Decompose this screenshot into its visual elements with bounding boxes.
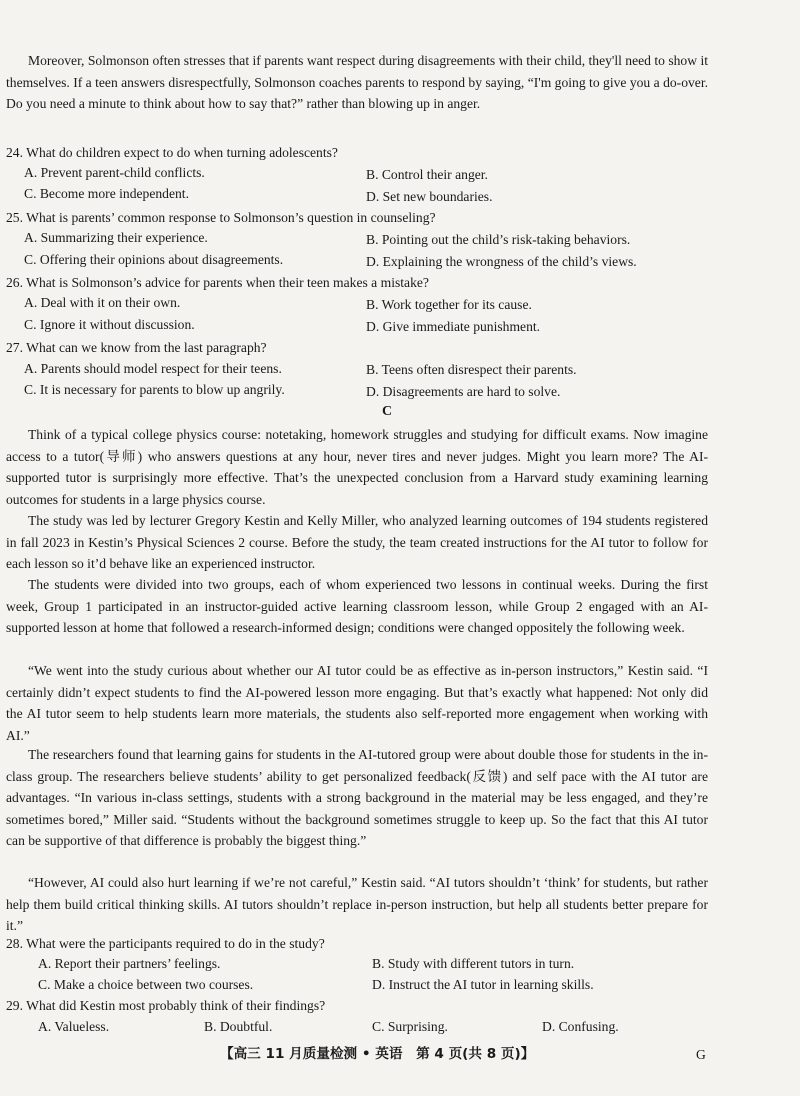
question-29-option-d[interactable]: D. Confusing.: [542, 1019, 619, 1034]
question-25-stem: 25. What is parents’ common response to Solmonson’s question in counseling?: [6, 210, 436, 225]
question-24-option-d[interactable]: D. Set new boundaries.: [366, 189, 493, 204]
passage-b-last-paragraph: Moreover, Solmonson often stresses that if parents want respect during disagreements with their child, they'll need to show it themselves. If a teen answers disrespectfully, Solmonson coaches parents to respond by saying, “I'm going to give you a do-over. Do you need a minute to think about how to say that?” rather than blowing up in anger.: [6, 53, 708, 112]
question-29-option-b[interactable]: B. Doubtful.: [204, 1019, 273, 1034]
question-26-stem: 26. What is Solmonson’s advice for parents when their teen makes a mistake?: [6, 275, 429, 290]
question-28-option-d[interactable]: D. Instruct the AI tutor in learning skills.: [372, 977, 594, 992]
question-28-option-c[interactable]: C. Make a choice between two courses.: [38, 977, 254, 992]
question-29-option-a[interactable]: A. Valueless.: [38, 1019, 110, 1034]
question-29-option-c[interactable]: C. Surprising.: [372, 1019, 448, 1034]
question-26-option-b[interactable]: B. Work together for its cause.: [366, 297, 532, 312]
passage-c-paragraph-1: Think of a typical college physics course: notetaking, homework struggles and studying for difficult exams. Now imagine access to a tutor(导师) who answers questions at any hour, never tires and never judges. Might you learn more? The AI-supported tutor is surprisingly more effective. That’s the unexpected conclusion from a Harvard study examining learning outcomes for students in a large physics course.: [6, 427, 708, 507]
question-25-option-a[interactable]: A. Summarizing their experience.: [24, 230, 208, 245]
passage-c-paragraph-3: The students were divided into two groups, each of whom experienced two lessons in continual weeks. During the first week, Group 1 participated in an instructor-guided active learning classroom lesson, while Group 2 engaged with an AI-supported lesson at home that followed a research-informed design; conditions were changed oppositely the following week.: [6, 577, 708, 636]
question-27-option-a[interactable]: A. Parents should model respect for their teens.: [24, 361, 282, 376]
question-28-stem: 28. What were the participants required to do in the study?: [6, 936, 325, 951]
question-29-stem: 29. What did Kestin most probably think of their findings?: [6, 998, 326, 1013]
page-footer: 【高三 11 月质量检测 • 英语 第 4 页(共 8 页)】: [220, 1046, 535, 1062]
question-25-option-c[interactable]: C. Offering their opinions about disagreements.: [24, 252, 284, 267]
question-27-option-c[interactable]: C. It is necessary for parents to blow up angrily.: [24, 382, 285, 397]
passage-c-paragraph-2: The study was led by lecturer Gregory Kestin and Kelly Miller, who analyzed learning outcomes of 194 students registered in fall 2023 in Kestin’s Physical Sciences 2 course. Before the study, the team created instructions for the AI tutor to follow for each lesson so it’d behave like an experienced instructor.: [6, 513, 708, 572]
question-25-option-d[interactable]: D. Explaining the wrongness of the child’s views.: [366, 254, 637, 269]
question-27-option-b[interactable]: B. Teens often disrespect their parents.: [366, 362, 577, 377]
question-24-stem: 24. What do children expect to do when turning adolescents?: [6, 145, 338, 160]
question-25-option-b[interactable]: B. Pointing out the child’s risk-taking behaviors.: [366, 232, 631, 247]
section-c-heading: C: [382, 404, 393, 419]
question-28-option-a[interactable]: A. Report their partners’ feelings.: [38, 956, 221, 971]
question-27-stem: 27. What can we know from the last paragraph?: [6, 340, 267, 355]
question-28-option-b[interactable]: B. Study with different tutors in turn.: [372, 956, 575, 971]
question-24-option-c[interactable]: C. Become more independent.: [24, 186, 189, 201]
passage-c-paragraph-5: The researchers found that learning gains for students in the AI-tutored group were about double those for students in the in-class group. The researchers believe students’ ability to get personalized feedback(反馈) and self pace with the AI tutor are advantages. “In various in-class settings, students with a strong background in the material may be less engaged, and they’re sometimes bored,” Miller said. “Students without the background sometimes struggle to keep up. So the fact that this AI tutor can be supportive of that difference is probably the biggest thing.”: [6, 747, 708, 849]
question-26-option-d[interactable]: D. Give immediate punishment.: [366, 319, 541, 334]
question-24-option-a[interactable]: A. Prevent parent-child conflicts.: [24, 165, 205, 180]
question-24-option-b[interactable]: B. Control their anger.: [366, 167, 488, 182]
question-26-option-c[interactable]: C. Ignore it without discussion.: [24, 317, 195, 332]
question-27-option-d[interactable]: D. Disagreements are hard to solve.: [366, 384, 561, 399]
passage-c-paragraph-4: “We went into the study curious about whether our AI tutor could be as effective as in-person instructors,” Kestin said. “I certainly didn’t expect students to find the AI-powered lesson more engaging. But that’s exactly what happened: Not only did the AI tutor seem to help students learn more materials, the students also self-reported more engagement when working with AI.”: [6, 663, 708, 743]
question-26-option-a[interactable]: A. Deal with it on their own.: [24, 295, 181, 310]
version-mark: G: [696, 1047, 706, 1062]
passage-c-paragraph-6: “However, AI could also hurt learning if we’re not careful,” Kestin said. “AI tutors shouldn’t ‘think’ for students, but rather help them build critical thinking skills. AI tutors shouldn’t replace in-person instruction, but help all students better prepare for it.”: [6, 875, 708, 934]
